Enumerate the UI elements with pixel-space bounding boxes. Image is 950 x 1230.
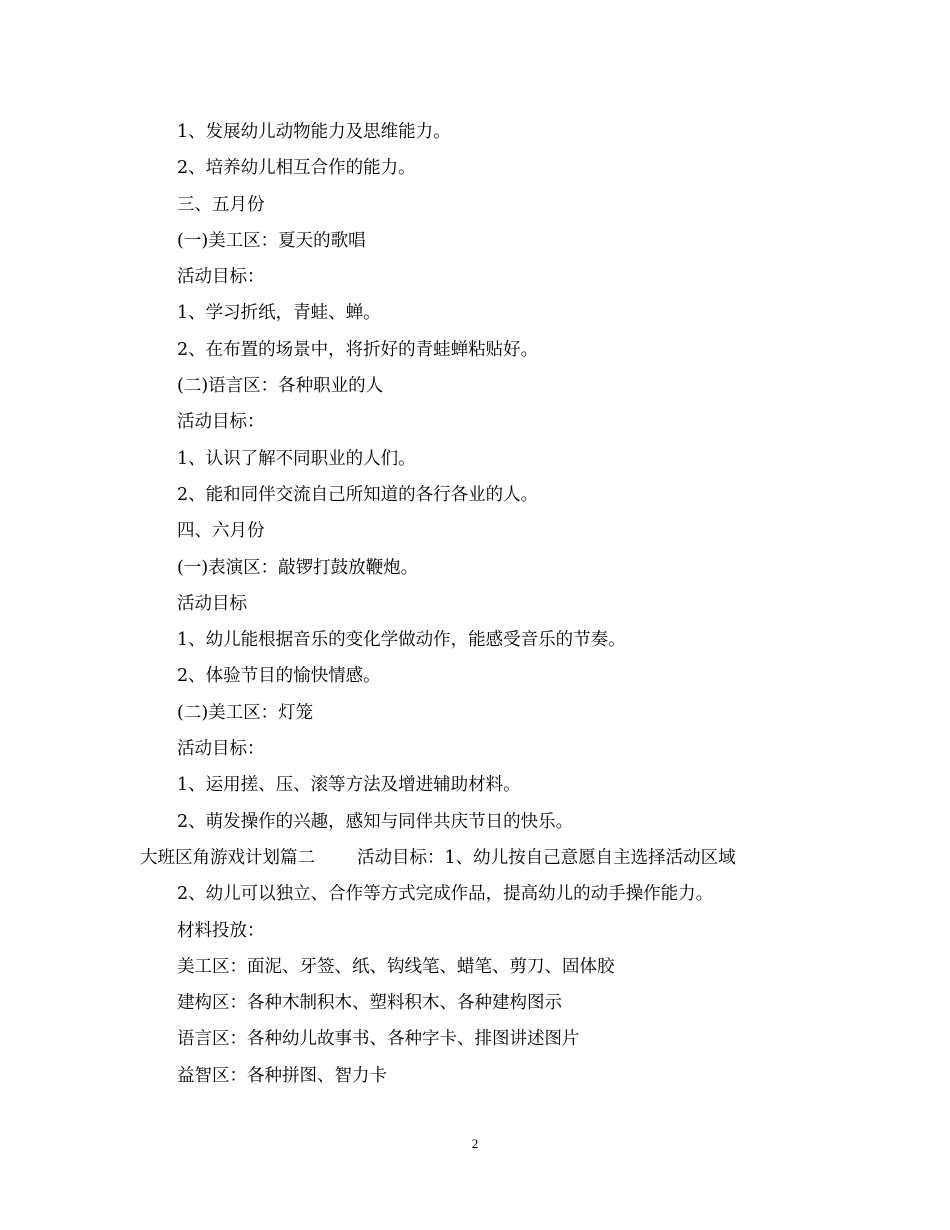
text-line: 材料投放： bbox=[177, 920, 265, 941]
text-line: 活动目标： bbox=[177, 267, 265, 288]
page-number: 2 bbox=[471, 1136, 479, 1151]
subsection-heading: (二)美工区：灯笼 bbox=[177, 702, 314, 723]
text-line: 1、运用搓、压、滚等方法及增进辅助材料。 bbox=[177, 775, 521, 796]
materials-language: 语言区：各种幼儿故事书、各种字卡、排图讲述图片 bbox=[177, 1029, 580, 1050]
text-line: 2、萌发操作的兴趣，感知与同伴共庆节日的快乐。 bbox=[177, 811, 574, 832]
materials-puzzle: 益智区：各种拼图、智力卡 bbox=[177, 1065, 387, 1086]
text-line: 2、幼儿可以独立、合作等方式完成作品，提高幼儿的动手操作能力。 bbox=[177, 884, 714, 905]
section-first-line: 活动目标：1、幼儿按自己意愿自主选择活动区域 bbox=[357, 847, 736, 868]
section-heading-may: 三、五月份 bbox=[177, 194, 265, 215]
subsection-heading: (二)语言区：各种职业的人 bbox=[177, 376, 384, 397]
text-line: 2、体验节目的愉快情感。 bbox=[177, 666, 381, 687]
section-heading: 大班区角游戏计划篇二 bbox=[140, 847, 315, 868]
text-line: 2、能和同伴交流自己所知道的各行各业的人。 bbox=[177, 484, 539, 505]
text-line: 1、幼儿能根据音乐的变化学做动作，能感受音乐的节奏。 bbox=[177, 630, 626, 651]
text-line: 1、发展幼儿动物能力及思维能力。 bbox=[177, 122, 451, 142]
text-line: 活动目标 bbox=[177, 593, 247, 614]
materials-art: 美工区：面泥、牙签、纸、钩线笔、蜡笔、剪刀、固体胶 bbox=[177, 956, 615, 977]
text-line: 活动目标： bbox=[177, 739, 265, 760]
materials-construction: 建构区：各种木制积木、塑料积木、各种建构图示 bbox=[177, 993, 562, 1014]
document-body bbox=[140, 114, 820, 1094]
text-line: 活动目标： bbox=[177, 412, 265, 433]
text-line: 2、培养幼儿相互合作的能力。 bbox=[177, 158, 416, 179]
text-line: 2、在布置的场景中，将折好的青蛙蝉粘贴好。 bbox=[177, 339, 539, 360]
text-line: 1、认识了解不同职业的人们。 bbox=[177, 448, 416, 469]
section-heading-line bbox=[140, 840, 820, 876]
text-line: 1、学习折纸，青蛙、蝉。 bbox=[177, 303, 381, 324]
section-heading-june: 四、六月份 bbox=[177, 521, 265, 542]
subsection-heading: (一)美工区：夏天的歌唱 bbox=[177, 230, 366, 251]
subsection-heading: (一)表演区：敲锣打鼓放鞭炮。 bbox=[177, 557, 419, 578]
